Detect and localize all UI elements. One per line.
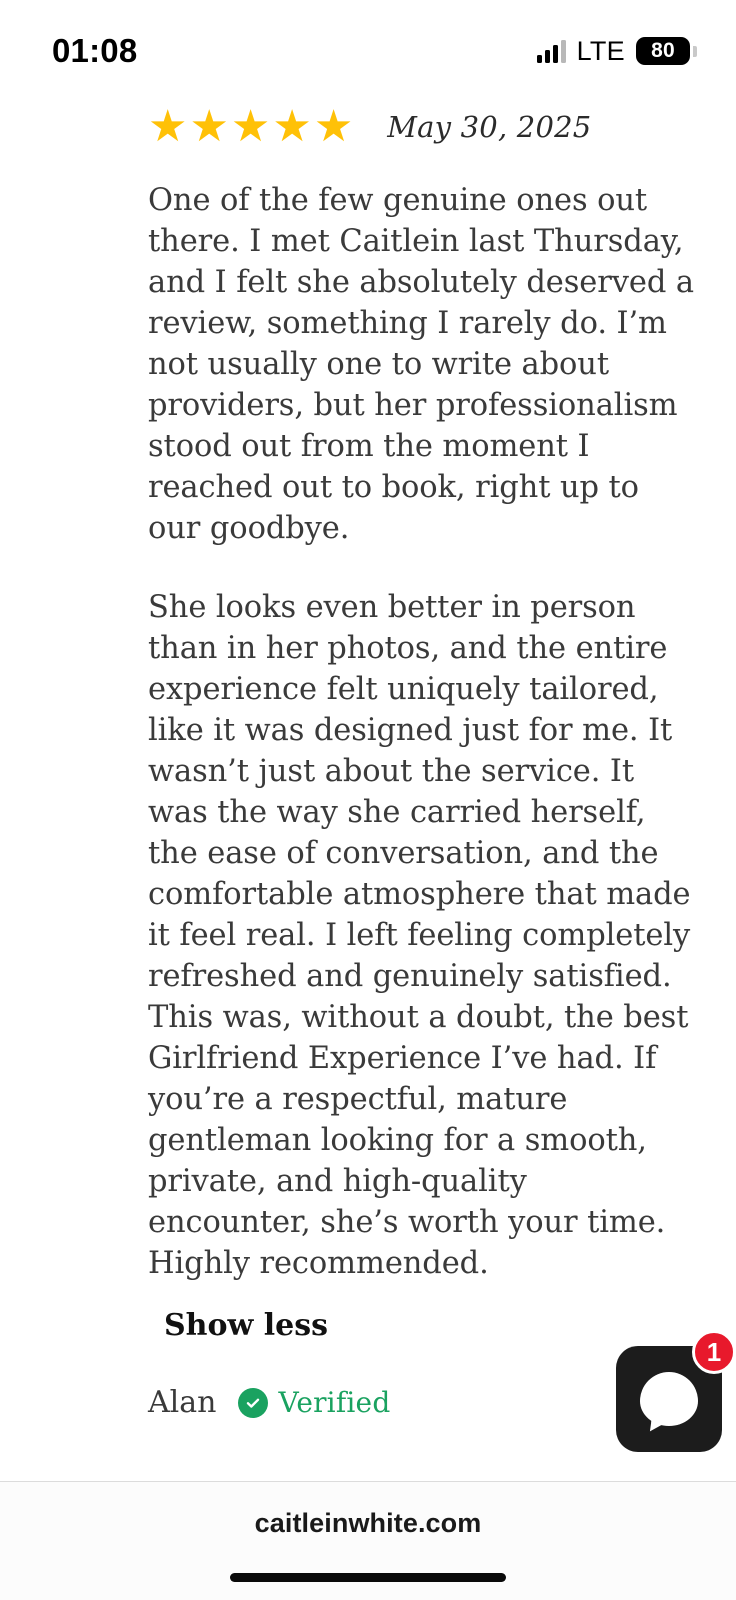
- browser-bottom-bar: [0, 1481, 736, 1600]
- review-paragraph: One of the few genuine ones out there. I met Caitlein last Thursday, and I felt she absolutely deserved a review, something I rarely do. I’m not usually one to write about providers, but her professionalism stood out from the moment I reached out to book, right up to our goodbye.: [148, 183, 694, 546]
- review-header: [148, 96, 696, 158]
- chat-widget-button[interactable]: [616, 1336, 722, 1452]
- chat-unread-badge: 1: [692, 1330, 736, 1374]
- star-icon: ★: [148, 102, 188, 151]
- verified-status: [238, 1386, 390, 1419]
- review-card: [0, 96, 736, 1420]
- network-type-label: LTE: [576, 35, 625, 66]
- star-icon: ★: [230, 102, 271, 151]
- rating-stars: [148, 102, 354, 151]
- verified-check-icon: [238, 1388, 268, 1418]
- battery-cap: [693, 46, 697, 57]
- status-time: 01:08: [52, 32, 138, 69]
- star-icon: ★: [272, 102, 312, 151]
- review-paragraph: She looks even better in person than in her photos, and the entire experience felt uniquely tailored, like it was designed just for me. It wasn’t just about the service. It was the way she carried herself, the ease of conversation, and the comfortable atmosphere that made it feel real. I left feeling completely refreshed and genuinely satisfied. This was, without a doubt, the best Girlfriend Experience I’ve had. If you’re a respectful, mature gentleman looking for a smooth, private, and high-quality encounter, she’s worth your time. Highly recommended.: [148, 590, 691, 1281]
- star-icon: ★: [189, 102, 229, 151]
- chat-bubble-icon: [640, 1372, 698, 1426]
- status-indicators: [537, 36, 690, 67]
- review-date: May 30, 2025: [387, 110, 592, 144]
- battery-icon: [636, 37, 690, 65]
- site-url-label[interactable]: caitleinwhite.com: [254, 1508, 482, 1538]
- status-bar: [0, 0, 736, 96]
- reviewer-row: [148, 1385, 696, 1420]
- signal-bars-icon: [537, 39, 566, 63]
- reviewer-name: Alan: [148, 1385, 217, 1420]
- home-indicator[interactable]: [230, 1573, 506, 1582]
- show-less-button[interactable]: Show less: [164, 1308, 329, 1343]
- battery-level-label: 80: [651, 39, 675, 62]
- star-icon: ★: [313, 102, 354, 151]
- review-text: [148, 180, 696, 1284]
- verified-label: Verified: [278, 1386, 391, 1419]
